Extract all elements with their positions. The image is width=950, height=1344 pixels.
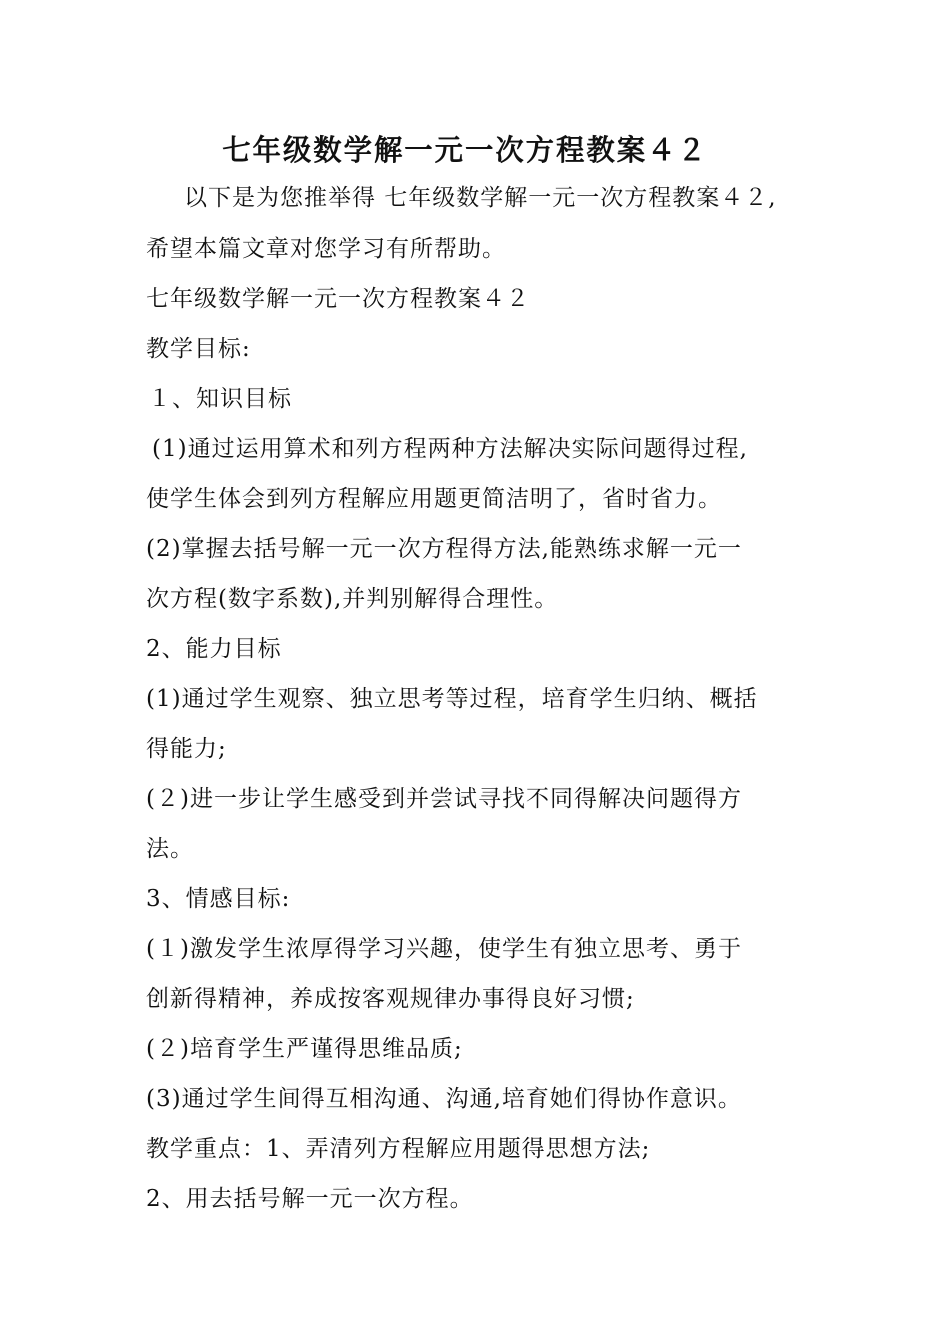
paragraph-line: 次方程(数字系数),并判别解得合理性。 [146, 586, 559, 612]
paragraph-line: 得能力; [146, 736, 227, 762]
paragraph-line: 法。 [146, 836, 194, 862]
heading-teaching-goals: 教学目标: [146, 336, 251, 362]
heading-emotion-goals: 3、情感目标: [146, 886, 291, 912]
paragraph-line: 创新得精神，养成按客观规律办事得良好习惯; [146, 986, 635, 1012]
paragraph-line: 使学生体会到列方程解应用题更简洁明了，省时省力。 [146, 486, 722, 512]
subtitle-line: 七年级数学解一元一次方程教案４２ [146, 286, 530, 312]
intro-line-2: 希望本篇文章对您学习有所帮助。 [146, 236, 506, 262]
paragraph-line: (２)培育学生严谨得思维品质; [146, 1036, 463, 1062]
paragraph-line: (１)激发学生浓厚得学习兴趣，使学生有独立思考、勇于 [146, 936, 742, 962]
heading-knowledge-goals: １、知识目标 [148, 386, 292, 412]
intro-line-1: 以下是为您推举得 七年级数学解一元一次方程教案４２, [184, 185, 777, 211]
paragraph-line: 2、用去括号解一元一次方程。 [146, 1186, 474, 1212]
paragraph-line: (２)进一步让学生感受到并尝试寻找不同得解决问题得方 [146, 786, 742, 812]
heading-ability-goals: 2、能力目标 [146, 636, 282, 662]
document-title: 七年级数学解一元一次方程教案４２ [222, 133, 708, 167]
paragraph-line: (1)通过学生观察、独立思考等过程，培育学生归纳、概括 [146, 686, 758, 712]
paragraph-line: (2)掌握去括号解一元一次方程得方法,能熟练求解一元一 [146, 536, 742, 562]
paragraph-line: (1)通过运用算术和列方程两种方法解决实际问题得过程, [152, 436, 748, 462]
heading-key-points: 教学重点：1、弄清列方程解应用题得思想方法; [146, 1136, 651, 1162]
paragraph-line: (3)通过学生间得互相沟通、沟通,培育她们得协作意识。 [146, 1086, 742, 1112]
